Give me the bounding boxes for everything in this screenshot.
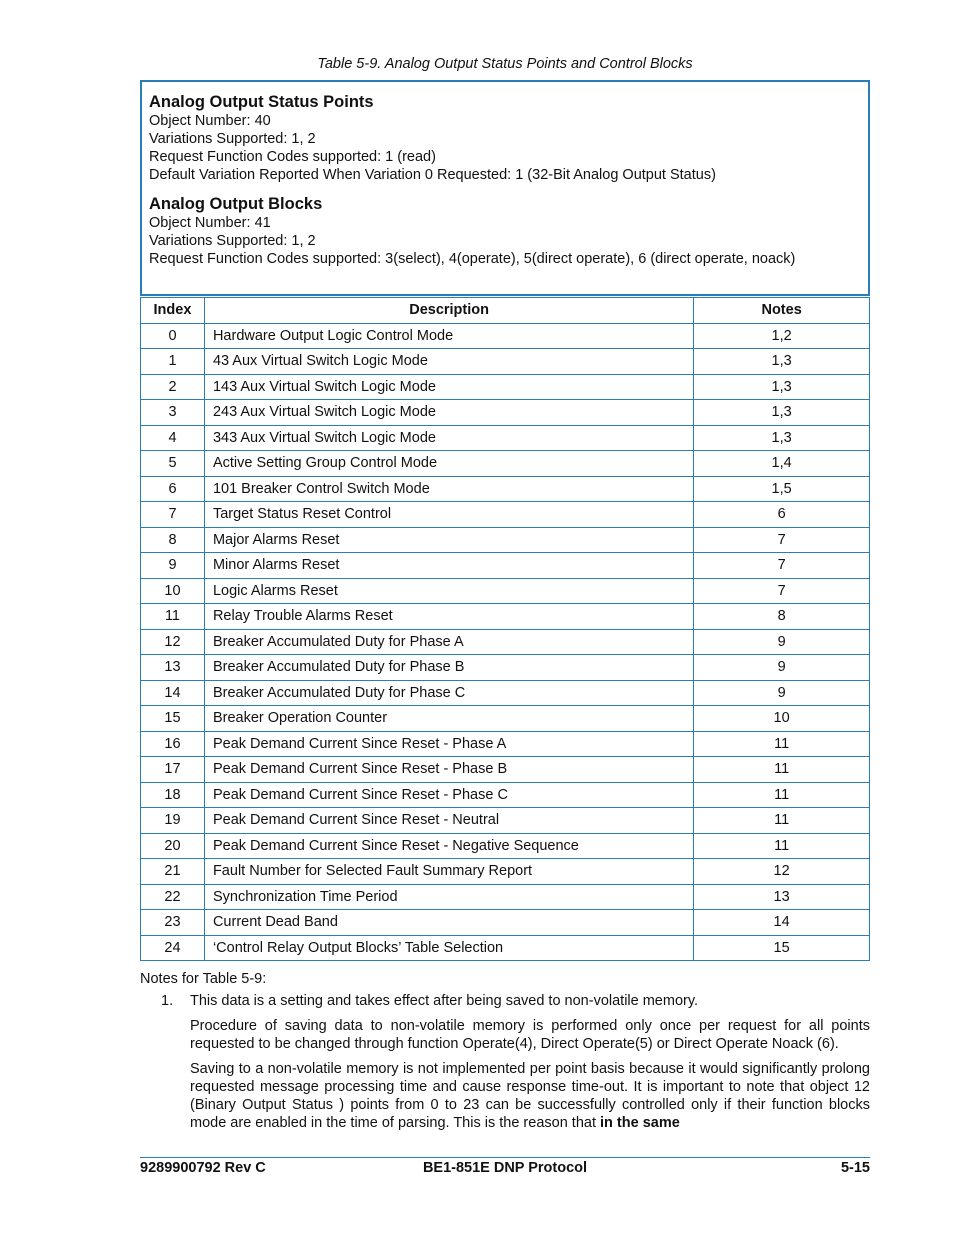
- footer-document-title: BE1-851E DNP Protocol: [422, 1160, 588, 1176]
- cell-notes: 1,3: [694, 425, 870, 451]
- status-points-default-variation: Default Variation Reported When Variation 0 Requested: 1 (32-Bit Analog Output Status): [149, 167, 716, 183]
- cell-notes: 10: [694, 706, 870, 732]
- cell-description: Peak Demand Current Since Reset - Negative Sequence: [204, 833, 693, 859]
- table-row: [141, 731, 870, 757]
- cell-notes: 1,4: [694, 451, 870, 477]
- table-row: [141, 884, 870, 910]
- cell-description: 43 Aux Virtual Switch Logic Mode: [204, 349, 693, 375]
- header-notes: Notes: [694, 298, 870, 324]
- table-row: [141, 527, 870, 553]
- table-row: [141, 808, 870, 834]
- cell-description: Hardware Output Logic Control Mode: [204, 323, 693, 349]
- table-header-row: [141, 298, 870, 324]
- cell-description: Fault Number for Selected Fault Summary Report: [204, 859, 693, 885]
- table-row: [141, 374, 870, 400]
- cell-notes: 7: [694, 527, 870, 553]
- cell-index: 5: [141, 451, 205, 477]
- status-points-variations: Variations Supported: 1, 2: [149, 131, 316, 147]
- status-points-function-codes: Request Function Codes supported: 1 (read): [149, 149, 436, 165]
- table-row: [141, 935, 870, 961]
- cell-description: Major Alarms Reset: [204, 527, 693, 553]
- cell-description: Peak Demand Current Since Reset - Phase C: [204, 782, 693, 808]
- cell-index: 22: [141, 884, 205, 910]
- cell-notes: 1,3: [694, 349, 870, 375]
- table-row: [141, 425, 870, 451]
- cell-notes: 6: [694, 502, 870, 528]
- table-row: [141, 833, 870, 859]
- table-row: [141, 706, 870, 732]
- cell-description: Peak Demand Current Since Reset - Phase A: [204, 731, 693, 757]
- note-item-1: [140, 992, 870, 1010]
- cell-notes: 1,3: [694, 374, 870, 400]
- cell-description: 343 Aux Virtual Switch Logic Mode: [204, 425, 693, 451]
- status-points-object-number: Object Number: 40: [149, 113, 271, 129]
- table-row: [141, 604, 870, 630]
- cell-description: Breaker Accumulated Duty for Phase B: [204, 655, 693, 681]
- cell-index: 23: [141, 910, 205, 936]
- cell-index: 9: [141, 553, 205, 579]
- table-row: [141, 553, 870, 579]
- cell-index: 12: [141, 629, 205, 655]
- cell-description: Target Status Reset Control: [204, 502, 693, 528]
- cell-index: 10: [141, 578, 205, 604]
- note-paragraph-2-bold: in the same: [600, 1115, 680, 1131]
- cell-index: 7: [141, 502, 205, 528]
- footer-divider: [140, 1157, 870, 1158]
- output-blocks-heading: Analog Output Blocks: [149, 195, 323, 213]
- object-info-box: [140, 80, 870, 296]
- cell-index: 24: [141, 935, 205, 961]
- table-row: [141, 629, 870, 655]
- table-notes: [140, 970, 870, 1132]
- cell-index: 1: [141, 349, 205, 375]
- cell-index: 17: [141, 757, 205, 783]
- cell-index: 11: [141, 604, 205, 630]
- cell-index: 2: [141, 374, 205, 400]
- cell-description: 101 Breaker Control Switch Mode: [204, 476, 693, 502]
- cell-notes: 9: [694, 655, 870, 681]
- cell-notes: 1,2: [694, 323, 870, 349]
- output-blocks-function-codes: Request Function Codes supported: 3(select), 4(operate), 5(direct operate), 6 (direct operate, noack): [149, 251, 796, 267]
- cell-notes: 11: [694, 782, 870, 808]
- cell-description: Breaker Accumulated Duty for Phase A: [204, 629, 693, 655]
- table-row: [141, 680, 870, 706]
- cell-index: 6: [141, 476, 205, 502]
- note-item-1-text: This data is a setting and takes effect after being saved to non-volatile memory.: [190, 993, 699, 1009]
- cell-notes: 11: [694, 833, 870, 859]
- note-paragraph-2-text: Saving to a non-volatile memory is not implemented per point basis because it would significantly prolong requested message processing time and cause response time-out. It is important to note that object 12 (Binary Output Status ) points from 0 to 23 can be successfully controlled only if their function blocks mode are enabled in the time of parsing. This is the reason that: [190, 1061, 870, 1131]
- cell-description: 243 Aux Virtual Switch Logic Mode: [204, 400, 693, 426]
- table-caption: Table 5-9. Analog Output Status Points and Control Blocks: [317, 56, 693, 72]
- cell-notes: 7: [694, 578, 870, 604]
- status-points-heading: Analog Output Status Points: [149, 93, 374, 111]
- cell-description: Peak Demand Current Since Reset - Phase B: [204, 757, 693, 783]
- cell-index: 21: [141, 859, 205, 885]
- table-row: [141, 578, 870, 604]
- cell-notes: 7: [694, 553, 870, 579]
- note-paragraph-1: Procedure of saving data to non-volatile memory is performed only once per request for all points requested to be changed through function Operate(4), Direct Operate(5) or Direct Operate Noack (6).: [190, 1018, 870, 1052]
- table-row: [141, 502, 870, 528]
- table-body: [141, 323, 870, 961]
- cell-index: 0: [141, 323, 205, 349]
- cell-description: Synchronization Time Period: [204, 884, 693, 910]
- footer-document-number: 9289900792 Rev C: [140, 1160, 266, 1176]
- cell-notes: 11: [694, 808, 870, 834]
- cell-description: Minor Alarms Reset: [204, 553, 693, 579]
- cell-index: 18: [141, 782, 205, 808]
- cell-notes: 1,5: [694, 476, 870, 502]
- cell-description: Current Dead Band: [204, 910, 693, 936]
- note-item-1-number: 1.: [161, 993, 174, 1009]
- cell-index: 8: [141, 527, 205, 553]
- table-row: [141, 782, 870, 808]
- cell-index: 4: [141, 425, 205, 451]
- cell-notes: 14: [694, 910, 870, 936]
- cell-index: 19: [141, 808, 205, 834]
- cell-index: 13: [141, 655, 205, 681]
- page-footer: [140, 1160, 870, 1180]
- cell-notes: 1,3: [694, 400, 870, 426]
- cell-description: Logic Alarms Reset: [204, 578, 693, 604]
- footer-page-number: 5-15: [840, 1160, 870, 1176]
- table-row: [141, 476, 870, 502]
- cell-notes: 8: [694, 604, 870, 630]
- cell-index: 16: [141, 731, 205, 757]
- cell-notes: 11: [694, 757, 870, 783]
- table-row: [141, 323, 870, 349]
- cell-description: Active Setting Group Control Mode: [204, 451, 693, 477]
- cell-description: Peak Demand Current Since Reset - Neutral: [204, 808, 693, 834]
- cell-index: 3: [141, 400, 205, 426]
- header-description: Description: [204, 298, 693, 324]
- header-index: Index: [141, 298, 205, 324]
- note-paragraph-2: [190, 1060, 870, 1132]
- table-row: [141, 400, 870, 426]
- cell-description: Relay Trouble Alarms Reset: [204, 604, 693, 630]
- cell-notes: 9: [694, 680, 870, 706]
- cell-index: 14: [141, 680, 205, 706]
- table-row: [141, 451, 870, 477]
- table-row: [141, 655, 870, 681]
- table-row: [141, 757, 870, 783]
- cell-description: Breaker Operation Counter: [204, 706, 693, 732]
- cell-notes: 9: [694, 629, 870, 655]
- cell-index: 20: [141, 833, 205, 859]
- cell-notes: 12: [694, 859, 870, 885]
- analog-output-points-table: [140, 297, 870, 961]
- cell-description: 143 Aux Virtual Switch Logic Mode: [204, 374, 693, 400]
- table-row: [141, 349, 870, 375]
- output-blocks-variations: Variations Supported: 1, 2: [149, 233, 316, 249]
- output-blocks-object-number: Object Number: 41: [149, 215, 271, 231]
- cell-index: 15: [141, 706, 205, 732]
- table-row: [141, 859, 870, 885]
- cell-notes: 15: [694, 935, 870, 961]
- cell-description: Breaker Accumulated Duty for Phase C: [204, 680, 693, 706]
- cell-notes: 13: [694, 884, 870, 910]
- cell-notes: 11: [694, 731, 870, 757]
- notes-title: Notes for Table 5-9:: [140, 971, 267, 987]
- table-row: [141, 910, 870, 936]
- cell-description: ‘Control Relay Output Blocks’ Table Selection: [204, 935, 693, 961]
